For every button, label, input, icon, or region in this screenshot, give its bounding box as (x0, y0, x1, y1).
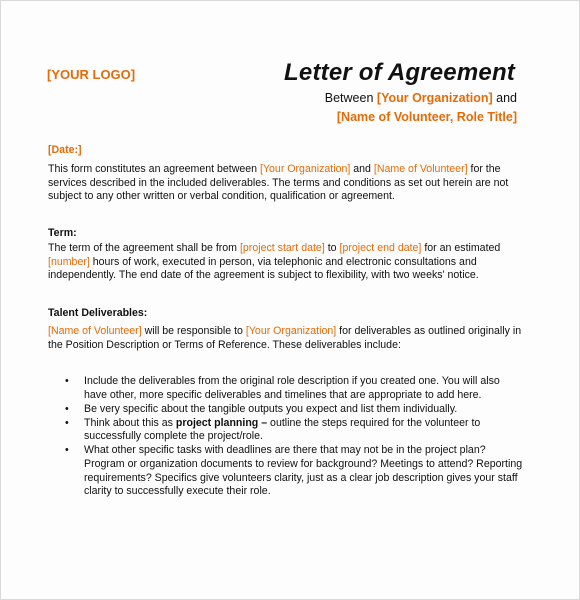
term-paragraph (48, 242, 523, 283)
list-item-text: Be very specific about the tangible outputs you expect and list them individually. (84, 402, 458, 415)
list-item (48, 417, 523, 444)
between-and: and (496, 91, 517, 105)
deliverables-heading: Talent Deliverables: (48, 307, 148, 319)
deliverables-paragraph (48, 325, 523, 352)
intro-paragraph (48, 163, 523, 204)
list-item-text: What other specific tasks with deadlines are there that may not be in the project plan? Program or organization documents to review for background? Meetings to attend? Reporting requirements? Specifics give volunteers clarity, just as a clear job description gives your staff clarity to successfully execute their role. (84, 444, 523, 498)
list-item-text: Think about this as project planning – outline the steps required for the volunteer to successfully complete the project/role. (84, 416, 481, 443)
bullet-icon: • (65, 402, 69, 415)
intro-text-2: and (353, 163, 371, 175)
bullet-icon: • (65, 444, 69, 457)
term-text-2: to (327, 242, 337, 254)
term-heading: Term: (48, 227, 77, 239)
logo-placeholder: [YOUR LOGO] (47, 67, 136, 82)
deliverables-volunteer: [Name of Volunteer] (48, 325, 142, 337)
term-start-date: [project start date] (239, 242, 325, 254)
bullet-icon: • (65, 416, 69, 429)
intro-text-1: This form constitutes an agreement between (48, 163, 258, 175)
intro-volunteer: [Name of Volunteer] (373, 163, 468, 175)
page-title: Letter of Agreement (284, 59, 515, 86)
list-item (48, 403, 523, 417)
list-item-text: Include the deliverables from the original role description if you created one. You will also have other, more specific deliverables and timelines that are appropriate to add here. (84, 375, 500, 401)
date-field: [Date:] (48, 144, 82, 156)
term-hours-number: [number] (48, 255, 90, 268)
deliverables-text-1: will be responsible to (144, 325, 243, 337)
term-text-4: hours of work, executed in person, via telephonic and electronic consultations and independently. The end date of the agreement is subject to flexibility, with two weeks' notice. (48, 255, 479, 282)
list-item (48, 375, 523, 402)
between-volunteer: [Name of Volunteer, Role Title] (336, 110, 517, 124)
term-end-date: [project end date] (339, 242, 422, 254)
term-text-1: The term of the agreement shall be from (48, 242, 238, 254)
list-item (48, 444, 523, 498)
between-organization: [Your Organization] (376, 91, 493, 105)
term-text-3: for an estimated (424, 242, 501, 254)
deliverables-text-2: for deliverables as outlined originally in the Position Description or Terms of Reference. These deliverables include: (48, 325, 522, 351)
bullet-icon: • (65, 375, 69, 387)
deliverables-organization: [Your Organization] (245, 325, 337, 337)
between-line (325, 91, 517, 105)
intro-text-3: for the services described in the included deliverables. The terms and conditions as set out herein are not subject to any other written or verbal condition, qualification or agreement. (48, 163, 509, 203)
intro-organization: [Your Organization] (260, 163, 351, 175)
between-label: Between (324, 91, 374, 105)
deliverables-list (48, 375, 523, 499)
